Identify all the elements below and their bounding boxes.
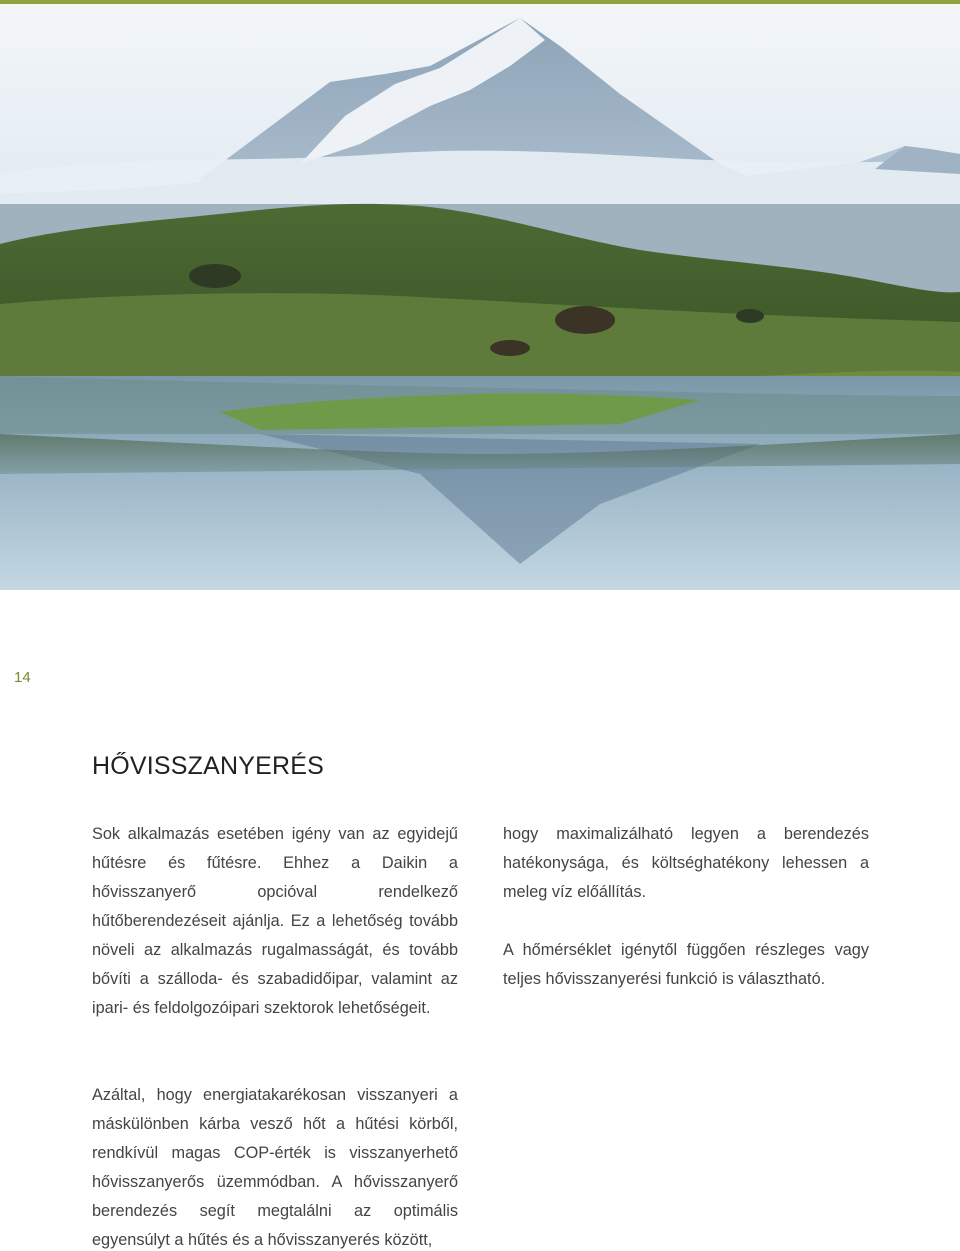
- body-column-bottom: [92, 1081, 458, 1251]
- paragraph: hogy maximalizálható legyen a berendezés hatékonysága, és költséghatékony lehessen a meleg víz előállítás.: [503, 825, 869, 901]
- section-heading: HŐVISSZANYERÉS: [92, 752, 325, 780]
- paragraph: Sok alkalmazás esetében igény van az egyidejű hűtésre és fűtésre. Ehhez a Daikin a hővisszanyerő opcióval rendelkező hűtőberendezéseit ajánlja. Ez a lehetőség tovább növeli az alkalmazás rugalmasságát, és tovább bővíti a szálloda- és szabadidőipar, valamint az ipari- és feldolgozóipari szektorok lehetőségeit.: [92, 825, 458, 1017]
- landscape-photo: [0, 4, 960, 590]
- body-column-left: [92, 820, 458, 1023]
- paragraph: A hőmérséklet igénytől függően részleges vagy teljes hővisszanyerési funkció is választható.: [503, 941, 869, 988]
- page-number: 14: [14, 669, 31, 686]
- body-column-right: [503, 820, 869, 994]
- paragraph: Azáltal, hogy energiatakarékosan visszanyeri a máskülönben kárba vesző hőt a hűtési körből, rendkívül magas COP-érték is visszanyerhető hővisszanyerős üzemmódban. A hővisszanyerő berendezés segít megtalálni az optimális egyensúlyt a hűtés és a hővisszanyerés között,: [92, 1086, 458, 1249]
